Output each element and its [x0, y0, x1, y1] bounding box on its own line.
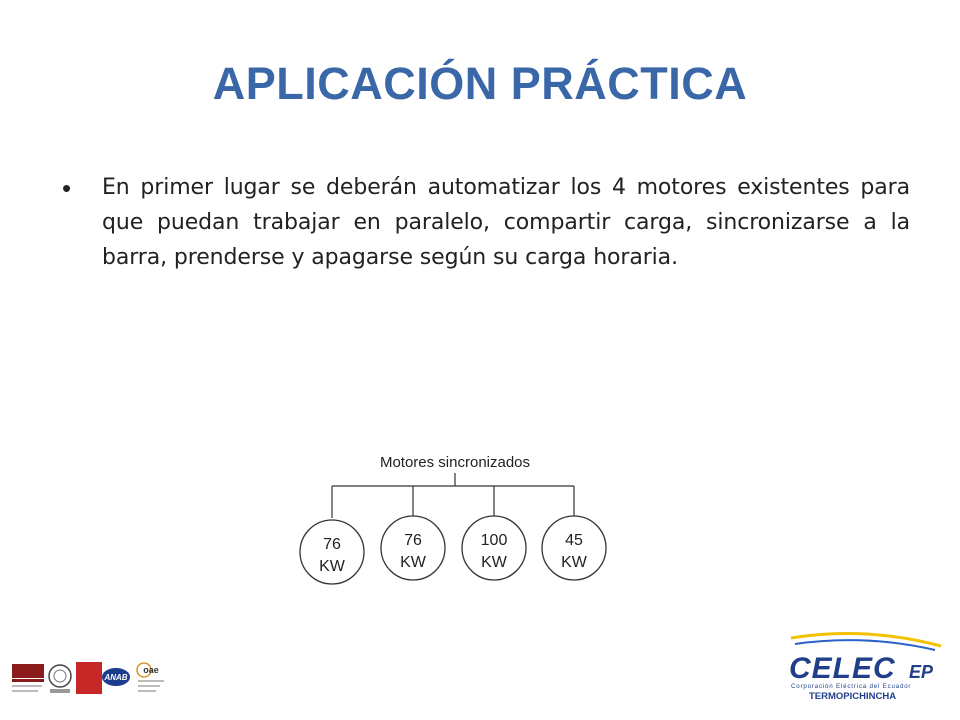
motor-1 [300, 486, 364, 584]
motors-diagram [290, 446, 620, 596]
motor-1-unit: KW [319, 558, 345, 575]
logo-swoosh-blue [795, 640, 935, 650]
bureau-veritas-badge [12, 664, 44, 692]
bullet-text: En primer lugar se deberán automatizar los 4 motores existentes para que puedan trabajar en paralelo, compartir carga, sincronizarse a la barra, prenderse y apagarse según su carga horaria. [102, 175, 910, 270]
celec-logo-text: CELEC [789, 652, 896, 685]
motor-3 [462, 486, 526, 580]
diagram-label: Motores sincronizados [379, 454, 531, 471]
motor-3-value: 100 [480, 532, 508, 549]
bullet-marker: • [62, 173, 72, 203]
celec-logo [785, 628, 945, 706]
svg-text:ANAB: ANAB [104, 673, 128, 682]
oae-badge [137, 663, 164, 692]
motor-1-value: 76 [323, 536, 341, 553]
motor-3-unit: KW [481, 554, 507, 571]
certification-badges [12, 660, 172, 700]
motor-2-unit: KW [400, 554, 426, 571]
motor-4-unit: KW [561, 554, 587, 571]
seal-icon [49, 665, 71, 693]
motor-4-value: 45 [565, 532, 583, 549]
red-block [76, 662, 102, 694]
bullet-item [60, 170, 910, 275]
anab-badge [102, 668, 130, 686]
svg-text:oae: oae [143, 665, 159, 675]
celec-subtitle: Corporación Eléctrica del Ecuador [791, 683, 912, 690]
slide-title: APLICACIÓN PRÁCTICA [212, 58, 748, 109]
celec-unit: TERMOPICHINCHA [809, 691, 897, 702]
motor-4 [542, 486, 606, 580]
motor-2 [381, 486, 445, 580]
motor-2-value: 76 [404, 532, 422, 549]
celec-ep-text: EP [909, 662, 934, 682]
